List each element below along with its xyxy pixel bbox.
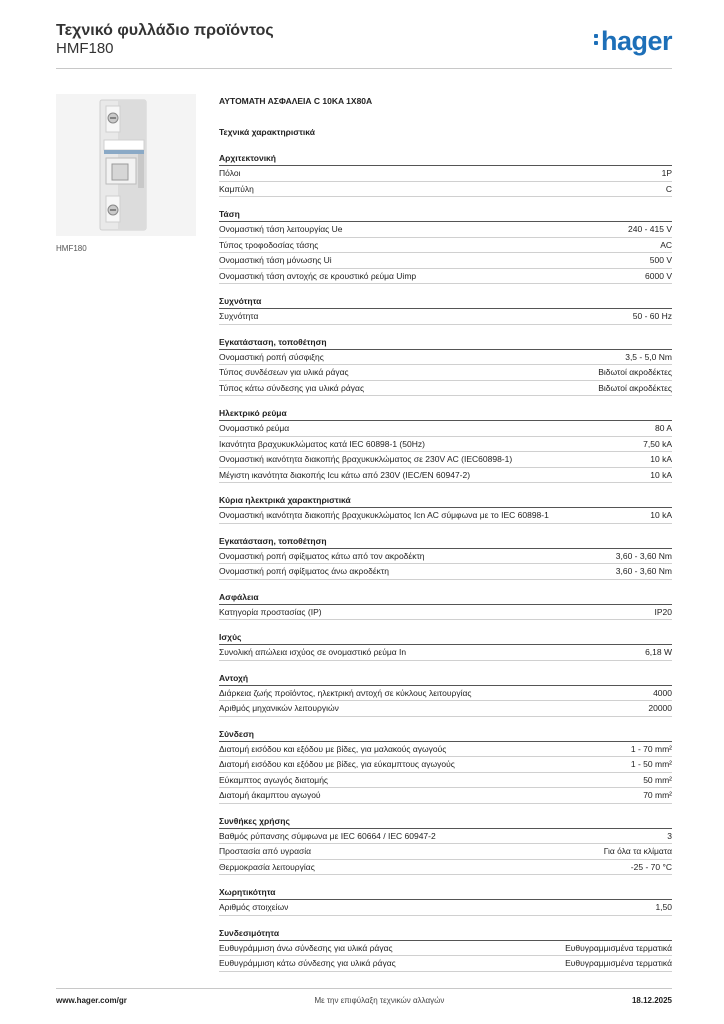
circuit-breaker-icon <box>56 94 196 236</box>
spec-value: IP20 <box>654 606 672 617</box>
header-divider <box>56 68 672 69</box>
spec-value: 3,60 - 3,60 Nm <box>615 566 672 576</box>
section-title: Σύνδεση <box>219 729 672 742</box>
spec-row <box>219 829 672 845</box>
document-header <box>56 22 274 58</box>
product-image <box>56 94 196 236</box>
section-title: Αρχιτεκτονική <box>219 153 672 166</box>
spec-value: 50 - 60 Hz <box>632 311 672 321</box>
spec-label: Ευθυγράμμιση κάτω σύνδεσης για υλικά ράγας <box>219 958 396 968</box>
spec-label: Καμπύλη <box>219 183 254 194</box>
spec-row <box>219 757 672 773</box>
spec-value: 50 mm² <box>643 774 672 785</box>
spec-label: Ονομαστική ροπή σφίξιματος κάτω από τον ακροδέκτη <box>219 550 425 561</box>
spec-value: 3,5 - 5,0 Nm <box>625 351 672 362</box>
spec-row <box>219 309 672 325</box>
footer-date: 18.12.2025 <box>631 996 672 1005</box>
spec-label: Ονομαστική τάση μόνωσης Ui <box>219 255 332 265</box>
spec-row <box>219 350 672 366</box>
spec-label: Τύπος κάτω σύνδεσης για υλικά ράγας <box>219 382 365 393</box>
spec-value: 7,50 kA <box>643 438 672 449</box>
spec-row <box>219 742 672 758</box>
spec-row <box>219 564 672 580</box>
spec-label: Ονομαστική ικανότητα διακοπής βραχυκυκλώματος Icn AC σύμφωνα με το IEC 60898-1 <box>219 510 549 520</box>
spec-section <box>219 495 672 524</box>
spec-section <box>219 337 672 397</box>
section-title: Εγκατάσταση, τοποθέτηση <box>219 536 672 549</box>
section-title: Χωρητικότητα <box>219 887 672 900</box>
spec-row <box>219 437 672 453</box>
spec-value: 1 - 70 mm² <box>630 743 672 754</box>
section-title: Ισχύς <box>219 632 672 645</box>
spec-content <box>219 96 672 972</box>
spec-label: Βαθμός ρύπανσης σύμφωνα με IEC 60664 / IEC 60947-2 <box>219 830 436 841</box>
spec-row <box>219 605 672 621</box>
image-caption: HMF180 <box>56 244 87 253</box>
spec-value: 240 - 415 V <box>628 224 672 234</box>
section-title: Συχνότητα <box>219 296 672 309</box>
spec-value: 10 kA <box>650 510 672 520</box>
page-footer <box>56 996 672 1005</box>
section-title: Εγκατάσταση, τοποθέτηση <box>219 337 672 350</box>
spec-section <box>219 673 672 717</box>
spec-row <box>219 549 672 565</box>
spec-label: Συχνότητα <box>219 311 259 321</box>
spec-value: Βιδωτοί ακροδέκτες <box>598 382 672 393</box>
spec-value: 6000 V <box>645 270 672 281</box>
spec-value: 3,60 - 3,60 Nm <box>615 550 672 561</box>
spec-row <box>219 222 672 238</box>
spec-value: Για όλα τα κλίματα <box>603 846 672 856</box>
section-title: Ασφάλεια <box>219 592 672 605</box>
section-title: Κύρια ηλεκτρικά χαρακτηριστικά <box>219 495 672 508</box>
spec-row <box>219 773 672 789</box>
product-name: ΑΥΤΟΜΑΤΗ ΑΣΦΑΛΕΙΑ C 10KA 1X80A <box>219 96 373 106</box>
spec-value: 10 kA <box>650 469 672 480</box>
spec-row <box>219 468 672 484</box>
spec-label: Διατομή εισόδου και εξόδου με βίδες, για μαλακούς αγωγούς <box>219 743 447 754</box>
document-title: Τεχνικό φυλλάδιο προϊόντος <box>56 22 274 39</box>
hager-logo <box>594 26 672 56</box>
spec-label: Ονομαστικό ρεύμα <box>219 423 290 433</box>
spec-label: Τύπος τροφοδοσίας τάσης <box>219 239 319 250</box>
spec-row <box>219 381 672 397</box>
spec-row <box>219 941 672 957</box>
tech-spec-title: Τεχνικά χαρακτηριστικά <box>219 127 315 137</box>
spec-section <box>219 296 672 325</box>
spec-label: Συνολική απώλεια ισχύος σε ονομαστικό ρεύμα In <box>219 647 407 657</box>
spec-value: 10 kA <box>650 454 672 464</box>
spec-section <box>219 408 672 483</box>
spec-label: Διατομή άκαμπτου αγωγού <box>219 790 321 800</box>
spec-label: Ονομαστική τάση αντοχής σε κρουστικό ρεύμα Uimp <box>219 270 417 281</box>
spec-label: Διατομή εισόδου και εξόδου με βίδες, για εύκαμπτους αγωγούς <box>219 759 455 769</box>
spec-value: 1 - 50 mm² <box>630 759 672 769</box>
section-title: Συνδεσιμότητα <box>219 928 672 941</box>
spec-row <box>219 686 672 702</box>
spec-value: 6,18 W <box>645 647 672 657</box>
spec-section <box>219 536 672 580</box>
spec-row <box>219 253 672 269</box>
logo-colon-icon <box>594 31 599 48</box>
spec-label: Τύπος συνδέσεων για υλικά ράγας <box>219 367 349 377</box>
spec-row <box>219 452 672 468</box>
section-title: Ηλεκτρικό ρεύμα <box>219 408 672 421</box>
spec-row <box>219 365 672 381</box>
spec-row <box>219 788 672 804</box>
spec-label: Εύκαμπτος αγωγός διατομής <box>219 774 329 785</box>
spec-section <box>219 592 672 621</box>
spec-section <box>219 153 672 197</box>
spec-row <box>219 645 672 661</box>
spec-section <box>219 887 672 916</box>
spec-label: Θερμοκρασία λειτουργίας <box>219 861 315 872</box>
section-title: Αντοχή <box>219 673 672 686</box>
spec-row <box>219 900 672 916</box>
spec-value: 70 mm² <box>643 790 672 800</box>
spec-label: Ικανότητα βραχυκυκλώματος κατά IEC 60898-1 (50Hz) <box>219 438 425 449</box>
section-title: Τάση <box>219 209 672 222</box>
spec-row <box>219 956 672 972</box>
spec-value: -25 - 70 °C <box>630 861 672 872</box>
spec-label: Μέγιστη ικανότητα διακοπής Icu κάτω από 230V (IEC/EN 60947-2) <box>219 469 471 480</box>
spec-value: 20000 <box>648 703 672 713</box>
spec-sections <box>219 153 672 972</box>
spec-section <box>219 632 672 661</box>
spec-label: Κατηγορία προστασίας (IP) <box>219 606 322 617</box>
spec-row <box>219 421 672 437</box>
spec-label: Αριθμός στοιχείων <box>219 902 289 912</box>
spec-value: C <box>665 183 672 194</box>
footer-website-link[interactable]: www.hager.com/gr <box>56 996 127 1005</box>
spec-label: Αριθμός μηχανικών λειτουργιών <box>219 703 339 713</box>
spec-label: Ονομαστική ροπή σύσφιξης <box>219 351 324 362</box>
spec-section <box>219 729 672 804</box>
spec-section <box>219 209 672 284</box>
spec-label: Διάρκεια ζωής προϊόντος, ηλεκτρική αντοχή σε κύκλους λειτουργίας <box>219 687 472 698</box>
product-code: HMF180 <box>56 40 114 57</box>
spec-row <box>219 166 672 182</box>
spec-row <box>219 182 672 198</box>
spec-row <box>219 844 672 860</box>
spec-section <box>219 816 672 876</box>
spec-value: 500 V <box>649 255 672 265</box>
spec-value: 80 A <box>654 423 672 433</box>
spec-label: Πόλοι <box>219 168 241 178</box>
spec-value: AC <box>660 239 672 250</box>
spec-row <box>219 269 672 285</box>
footer-divider <box>56 988 672 989</box>
spec-value: Ευθυγραμμισμένα τερματικά <box>565 942 672 953</box>
spec-row <box>219 860 672 876</box>
spec-label: Ευθυγράμμιση άνω σύνδεσης για υλικά ράγας <box>219 942 393 953</box>
logo-text: hager <box>600 26 672 56</box>
spec-value: 1P <box>661 168 672 178</box>
spec-row <box>219 238 672 254</box>
section-title: Συνθήκες χρήσης <box>219 816 672 829</box>
spec-label: Ονομαστική ικανότητα διακοπής βραχυκυκλώματος σε 230V AC (IEC60898-1) <box>219 454 513 464</box>
spec-value: 1,50 <box>655 902 672 912</box>
spec-label: Ονομαστική τάση λειτουργίας Ue <box>219 224 343 234</box>
spec-value: 3 <box>667 830 672 841</box>
spec-value: Ευθυγραμμισμένα τερματικά <box>565 958 672 968</box>
spec-label: Ονομαστική ροπή σφίξιματος άνω ακροδέκτη <box>219 566 389 576</box>
spec-label: Προστασία από υγρασία <box>219 846 312 856</box>
spec-section <box>219 928 672 972</box>
spec-row <box>219 508 672 524</box>
footer-note: Με την επιφύλαξη τεχνικών αλλαγών <box>314 996 445 1005</box>
spec-value: 4000 <box>653 687 672 698</box>
spec-row <box>219 701 672 717</box>
spec-value: Βιδωτοί ακροδέκτες <box>598 367 672 377</box>
